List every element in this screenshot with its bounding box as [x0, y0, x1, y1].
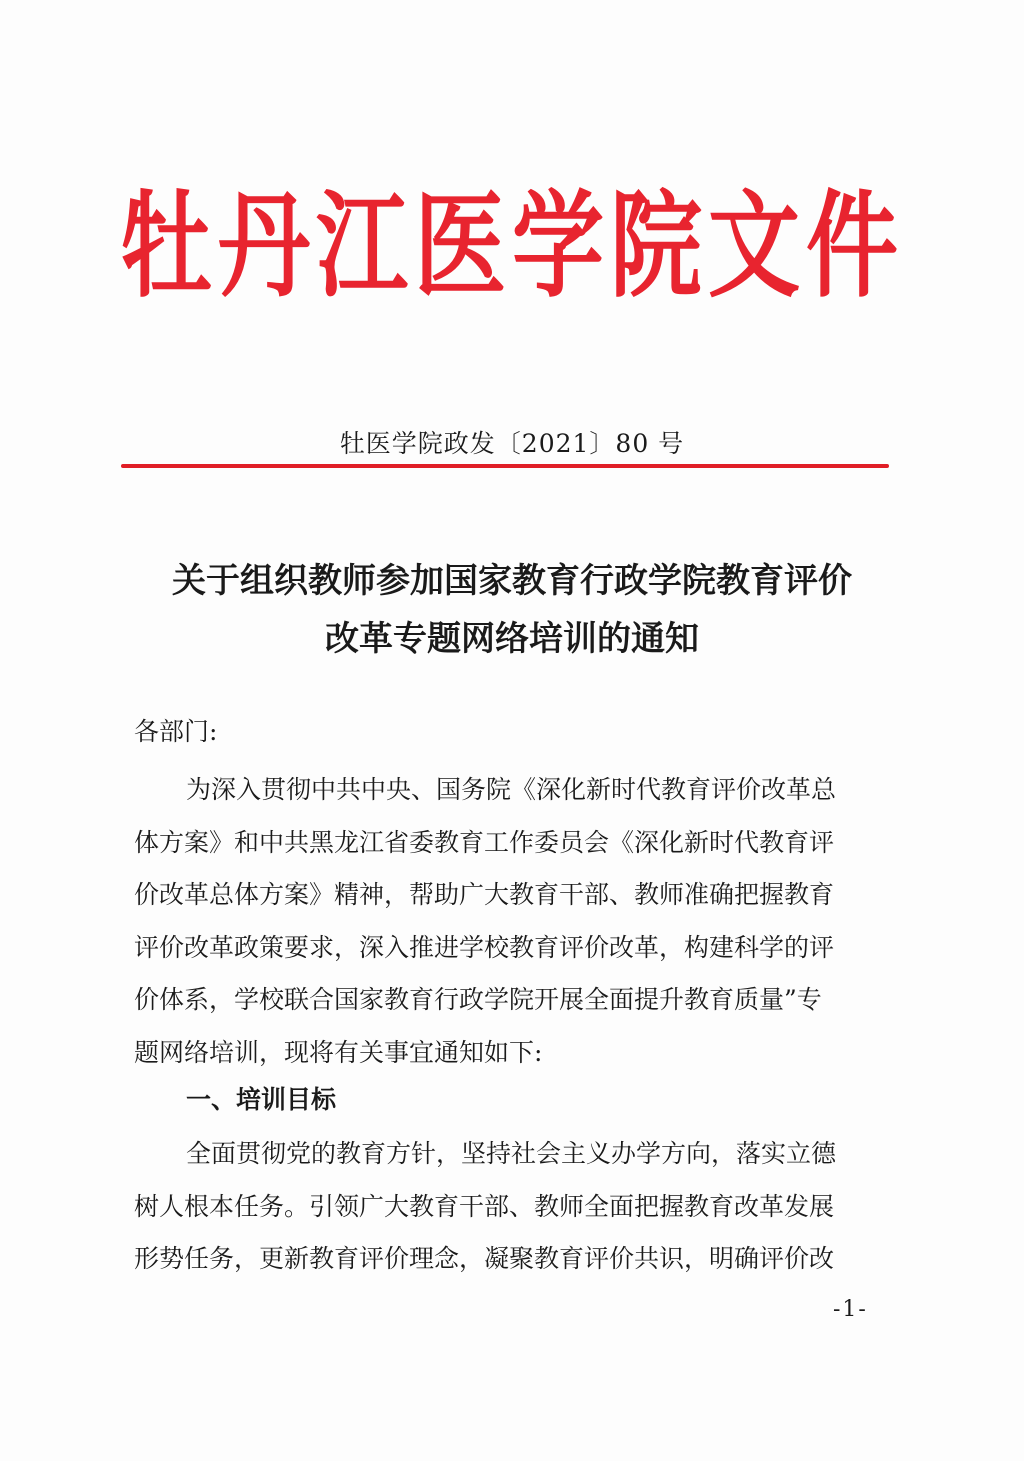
paragraph-line: 树人根本任务。引领广大教育干部、教师全面把握教育改革发展 — [134, 1191, 835, 1221]
notice-title-line-1: 关于组织教师参加国家教育行政学院教育评价 — [172, 561, 852, 601]
paragraph-line: 评价改革政策要求，深入推进学校教育评价改革，构建科学的评 — [134, 932, 835, 962]
salutation: 各部门: — [134, 717, 218, 746]
paragraph-line: 题网络培训，现将有关事宜通知如下: — [134, 1037, 543, 1067]
red-divider-line — [121, 464, 889, 468]
paragraph-line: 价改革总体方案》精神，帮助广大教育干部、教师准确把握教育 — [134, 880, 835, 909]
paragraph-line: 价体系，学校联合国家教育行政学院开展全面提升教育质量”专 — [134, 985, 822, 1014]
paragraph-line: 为深入贯彻中共中央、国务院《深化新时代教育评价改革总 — [186, 775, 837, 804]
intro-paragraph — [134, 764, 898, 1079]
notice-title-line-2: 改革专题网络培训的通知 — [325, 619, 699, 659]
document-number: 牡医学院政发〔2021〕80 号 — [339, 429, 685, 458]
training-goals-paragraph — [134, 1128, 898, 1286]
paragraph-line: 形势任务，更新教育评价理念，凝聚教育评价共识，明确评价改 — [134, 1244, 835, 1273]
masthead-title: 牡丹江医学院文件 — [119, 178, 904, 313]
page-number: -1- — [833, 1297, 868, 1322]
paragraph-line: 体方案》和中共黑龙江省委教育工作委员会《深化新时代教育评 — [134, 827, 835, 857]
paragraph-line: 全面贯彻党的教育方针，坚持社会主义办学方向，落实立德 — [186, 1139, 837, 1168]
section-heading-training-goals: 一、培训目标 — [186, 1085, 337, 1114]
notice-title — [120, 552, 904, 668]
